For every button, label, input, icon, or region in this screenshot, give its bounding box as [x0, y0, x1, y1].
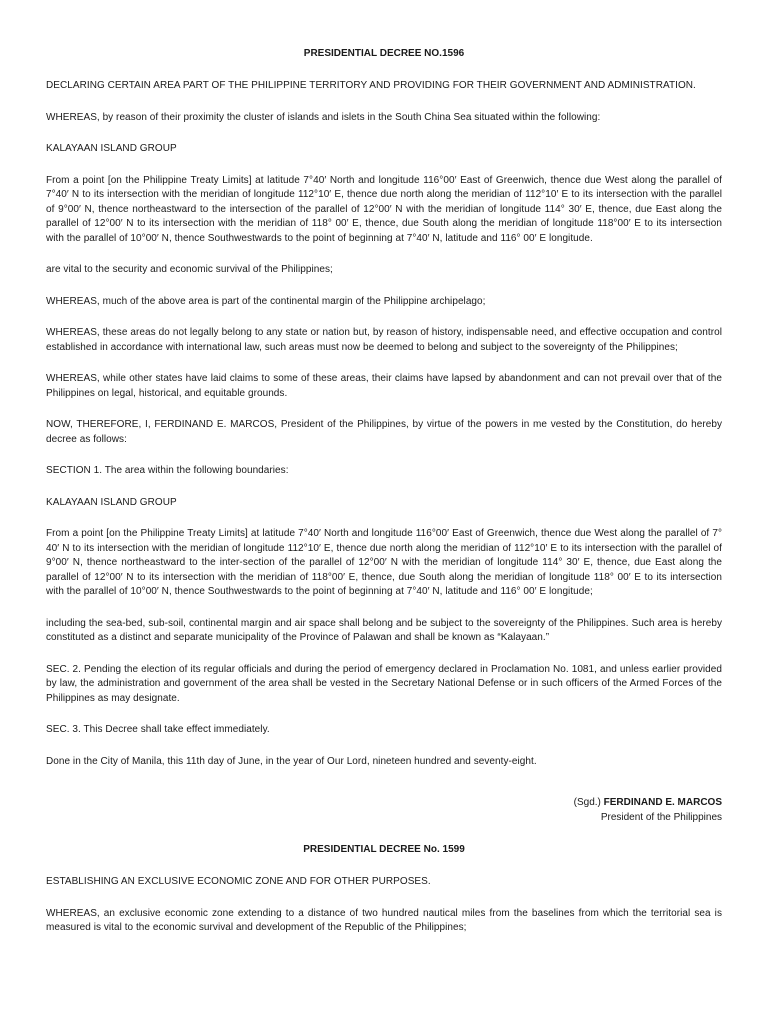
signature-prefix: (Sgd.) — [573, 797, 601, 808]
decree-1596-whereas-1: WHEREAS, by reason of their proximity the cluster of islands and islets in the South China Sea situated within the following: — [46, 111, 601, 123]
decree-1599-whereas-1: WHEREAS, an exclusive economic zone extending to a distance of two hundred nautical miles from the baselines from which the territorial sea is measured is vital to the economic survival and development of the Republic of the Philippines; — [46, 907, 722, 933]
decree-1596-group-label-2: KALAYAAN ISLAND GROUP — [46, 496, 177, 508]
decree-1596-whereas-2: WHEREAS, much of the above area is part of the continental margin of the Philippine archipelago; — [46, 295, 486, 307]
decree-1596-boundary-2: From a point [on the Philippine Treaty Limits] at latitude 7°40′ North and longitude 116°00′ East of Greenwich, thence due West along the parallel of 7° 40′ N to its intersection with the meridian of longitude 112°10′ E, thence due north along the meridian of 112°10′ E to its intersection with the parallel of 9°00′ N, thence northeastward to the inter-section of the parallel of 12°00′ N with the meridian of longitude 114° 30′ E, thence, due East along the parallel of 12°00′ N to its intersection with the meridian of 118°00′ E, thence, due South along the meridian of longitude 118° 00′ E to its intersection with the parallel of 10°00′ N, thence Southwestwards to the point of beginning at 7°40′ N, latitude and 116° 00′ E longitude; — [46, 528, 722, 597]
decree-1596-whereas-4: WHEREAS, while other states have laid claims to some of these areas, their claims have lapsed by abandonment and can not prevail over that of the Philippines on legal, historical, and equitable grounds. — [46, 373, 722, 399]
signatory-title: President of the Philippines — [600, 812, 722, 823]
decree-1596-section-2: SEC. 2. Pending the election of its regular officials and during the period of emergency declared in Proclamation No. 1081, and unless earlier provided by law, the administration and government of the area shall be vested in the Secretary National Defense or in such officers of the Armed Forces of the Philippines as may designate. — [46, 663, 722, 704]
signature-line — [46, 795, 722, 810]
decree-1596-therefore: NOW, THEREFORE, I, FERDINAND E. MARCOS, President of the Philippines, by virtue of the powers in me vested by the Constitution, do hereby decree as follows: — [46, 419, 722, 445]
decree-1596-boundary-1: From a point [on the Philippine Treaty Limits] at latitude 7°40′ North and longitude 116°00′ East of Greenwich, thence due West along the parallel of 7°40′ N to its intersection with the meridian of longitude 112°10′ E, thence due north along the meridian of 112°10′ E to its intersection with the parallel of 9°00′ N, thence northeastward to the intersection of the parallel of 12°00′ N with the meridian of longitude 114° 30′ E, thence, due East along the parallel of 12°00′ N to its intersection with the meridian of 118° 00′ E, thence, due South along the meridian of longitude 118°00′ E to its intersection with the parallel of 10°00′ N, thence Southwestwards to the point of beginning at 7°40′ N, latitude and 116° 00′ E longitude. — [46, 174, 722, 244]
decree-1596-whereas-3: WHEREAS, these areas do not legally belong to any state or nation but, by reason of history, indispensable need, and effective occupation and control established in accordance with international law, such areas must now be deemed to belong and subject to the sovereignty of the Philippines; — [46, 327, 722, 353]
decree-1596-done: Done in the City of Manila, this 11th day of June, in the year of Our Lord, nineteen hundred and seventy-eight. — [46, 755, 537, 767]
signature-block — [46, 795, 722, 825]
decree-1596-heading: DECLARING CERTAIN AREA PART OF THE PHILIPPINE TERRITORY AND PROVIDING FOR THEIR GOVERNMENT AND ADMINISTRATION. — [46, 80, 696, 91]
decree-1596-title: PRESIDENTIAL DECREE NO.1596 — [303, 48, 465, 59]
decree-1596-group-label-1: KALAYAAN ISLAND GROUP — [46, 143, 177, 154]
signatory-name: FERDINAND E. MARCOS — [603, 797, 722, 808]
decree-1596-section-3: SEC. 3. This Decree shall take effect immediately. — [46, 724, 270, 735]
decree-1596-vital: are vital to the security and economic survival of the Philippines; — [46, 264, 333, 275]
decree-1596-including: including the sea-bed, sub-soil, continental margin and air space shall belong and be subject to the sovereignty of the Philippines. Such area is hereby constituted as a distinct and separate municipality of the Province of Palawan and shall be known as “Kalayaan.” — [46, 617, 722, 643]
decree-1599-title: PRESIDENTIAL DECREE No. 1599 — [303, 844, 465, 855]
decree-1596-section-1: SECTION 1. The area within the following boundaries: — [46, 465, 289, 476]
decree-1599-heading: ESTABLISHING AN EXCLUSIVE ECONOMIC ZONE AND FOR OTHER PURPOSES. — [46, 876, 431, 887]
